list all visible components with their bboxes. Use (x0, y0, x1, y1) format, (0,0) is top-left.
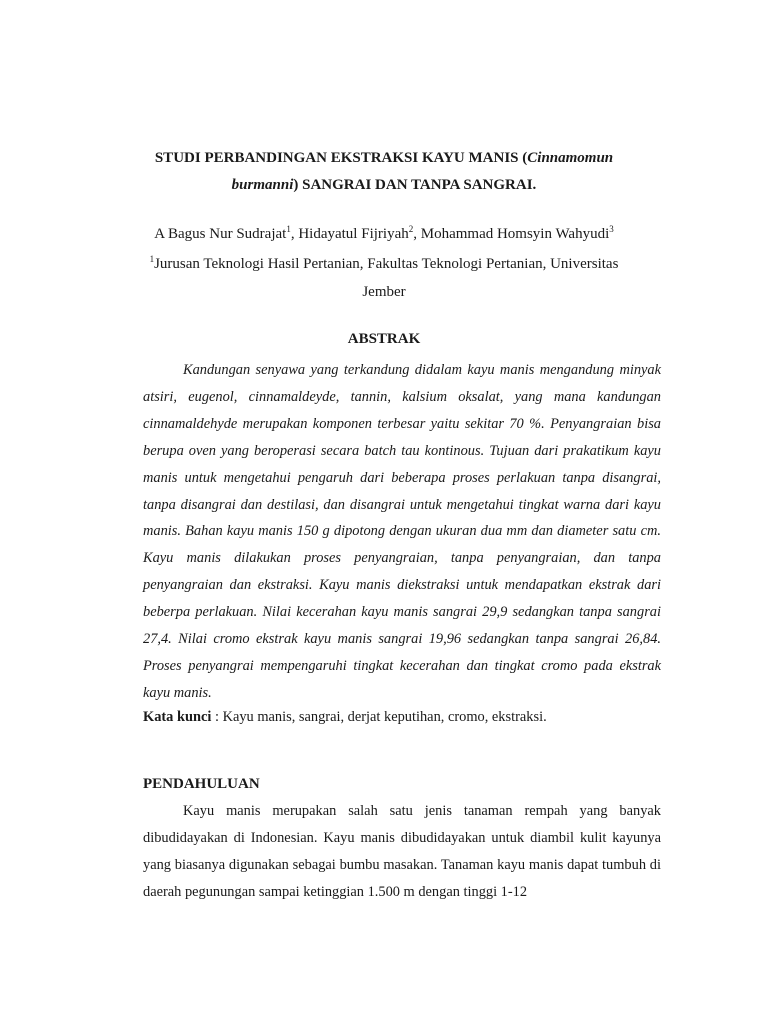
affiliation-text: Jurusan Teknologi Hasil Pertanian, Fakultas Teknologi Pertanian, Universitas Jember (154, 256, 619, 300)
author-name: A Bagus Nur Sudrajat (154, 226, 287, 242)
species-name-genus: Cinnamomun (527, 150, 614, 166)
keywords-text: : Kayu manis, sangrai, derjat keputihan, cromo, ekstraksi. (211, 709, 547, 725)
title-part1: STUDI PERBANDINGAN EKSTRAKSI KAYU MANIS ( (154, 150, 528, 166)
keywords-label: Kata kunci (143, 709, 212, 725)
keywords (143, 706, 661, 728)
author-name: Mohammad Homsyin Wahyudi (420, 226, 610, 242)
abstract-heading: ABSTRAK (347, 331, 421, 347)
affiliation (130, 250, 638, 306)
paper-title (120, 145, 648, 199)
affiliation-mark: 1 (149, 254, 155, 264)
abstract-body (143, 357, 661, 707)
author-list: A Bagus Nur Sudrajat$^1$, Hidayatul Fijriyah$^2$, Mohammad Homsyin Wahyudi$^3$ (154, 224, 614, 242)
author-name: Hidayatul Fijriyah (298, 226, 409, 242)
author-affiliation-mark: 1 (286, 224, 291, 234)
introduction-heading: PENDAHULUAN (143, 776, 260, 792)
introduction-body (143, 798, 661, 906)
introduction-text: Kayu manis merupakan salah satu jenis tanaman rempah yang banyak dibudidayakan di Indonesian. Kayu manis dibudidayakan untuk diambil kulit kayunya yang biasanya digunakan sebagai bumbu masakan. Tanaman kayu manis dapat tumbuh di daerah pegunungan sampai ketinggian 1.500 m dengan tinggi 1-12 (143, 803, 661, 900)
species-name-epithet: burmanni (231, 177, 294, 193)
author-affiliation-mark: 3 (609, 224, 614, 234)
abstract-text: Kandungan senyawa yang terkandung didalam kayu manis mengandung minyak atsiri, eugenol, cinnamaldeyde, tannin, kalsium oksalat, yang mana kandungan cinnamaldehyde merupakan komponen terbesar yaitu sekitar 70 %. Penyangraian bisa berupa oven yang beroperasi secara batch tau kontinous. Tujuan dari prakatikum kayu manis untuk mengetahui pengaruh dari beberapa proses perlakuan tanpa disangrai, tanpa disangrai dan destilasi, dan disangrai untuk mengetahui tingkat warna dari kayu manis. Bahan kayu manis 150 g dipotong dengan ukuran dua mm dan diameter satu cm. Kayu manis dilakukan proses penyangraian, tanpa penyangraian, dan tanpa penyangraian dan ekstraksi. Kayu manis diekstraksi untuk mendapatkan ekstrak dari beberpa perlakuan. Nilai kecerahan kayu manis sangrai 29,9 sedangkan tanpa sangrai 27,4. Nilai cromo ekstrak kayu manis sangrai 19,96 sedangkan tanpa sangrai 26,84. Proses penyangrai mempengaruhi tingkat kecerahan dan tingkat cromo pada ekstrak kayu manis. (143, 362, 661, 701)
author-affiliation-mark: 2 (408, 224, 414, 234)
title-part2: ) SANGRAI DAN TANPA SANGRAI. (293, 177, 537, 193)
